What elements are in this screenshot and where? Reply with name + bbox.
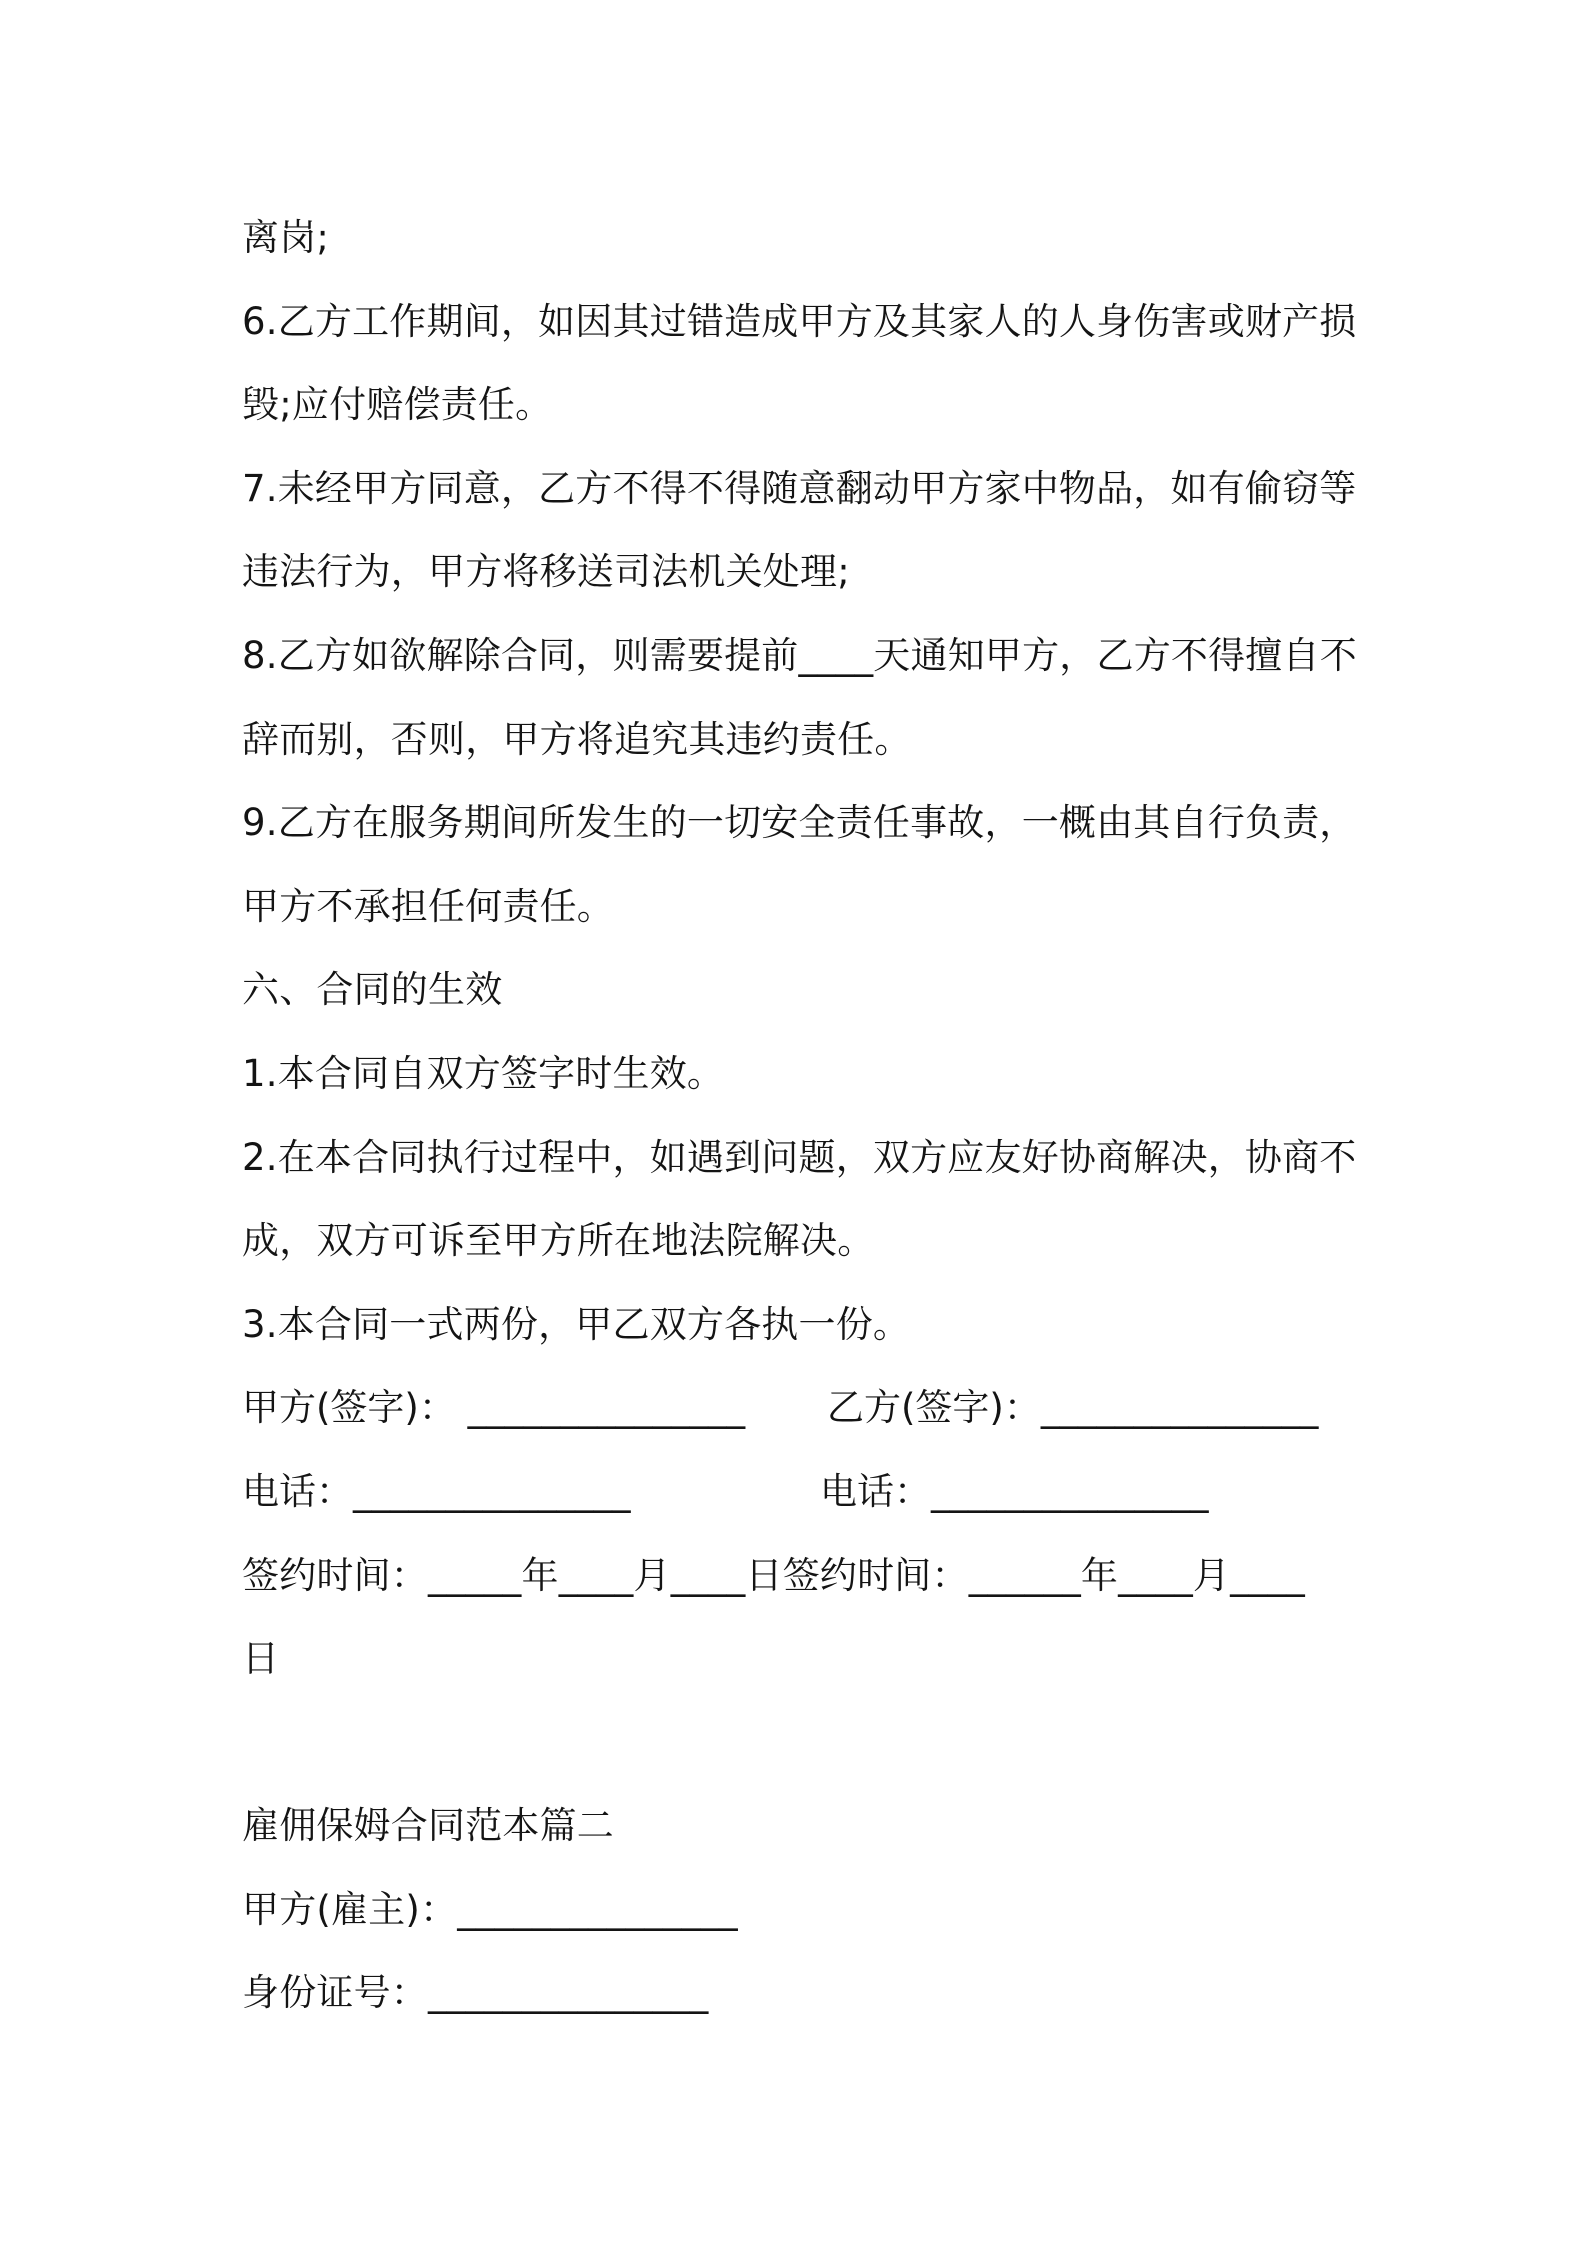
signing-date-line-2: 日 <box>242 1637 280 1681</box>
signature-row <box>242 1366 1362 1450</box>
section-spacer <box>242 1701 1362 1785</box>
clause-5-continuation: 离岗; <box>242 216 330 259</box>
party-a-phone-field: 电话：_______________ <box>242 1469 631 1513</box>
clause-6-line-2: 毁;应付赔偿责任。 <box>242 383 553 427</box>
effect-clause-3: 3.本合同一式两份，甲乙双方各执一份。 <box>242 1302 911 1346</box>
party-b-signature-field: 乙方(签字)：_______________ <box>827 1386 1319 1430</box>
party-b-phone-field: 电话：_______________ <box>820 1469 1209 1513</box>
employer-field: 甲方(雇主)：_______________ <box>242 1887 738 1931</box>
section-two-title: 雇佣保姆合同范本篇二 <box>242 1804 614 1848</box>
effect-clause-2-line-1: 2.在本合同执行过程中，如遇到问题，双方应友好协商解决，协商不 <box>242 1135 1357 1179</box>
effect-clause-2-line-2: 成，双方可诉至甲方所在地法院解决。 <box>242 1219 875 1263</box>
clause-9-line-1: 9.乙方在服务期间所发生的一切安全责任事故，一概由其自行负责， <box>242 801 1357 845</box>
section-6-heading: 六、合同的生效 <box>242 968 503 1012</box>
clause-7-line-2: 违法行为，甲方将移送司法机关处理; <box>242 550 850 594</box>
contract-body <box>242 196 1362 2035</box>
clause-8-line-2: 辞而别，否则，甲方将追究其违约责任。 <box>242 717 912 761</box>
clause-6-line-1: 6.乙方工作期间，如因其过错造成甲方及其家人的人身伤害或财产损 <box>242 299 1357 343</box>
party-a-signature-field: 甲方(签字)： _______________ <box>242 1386 746 1430</box>
signing-date-line-1: 签约时间：_____年____月____日签约时间：______年____月____ <box>242 1553 1305 1597</box>
effect-clause-1: 1.本合同自双方签字时生效。 <box>242 1051 725 1095</box>
clause-7-line-1: 7.未经甲方同意，乙方不得不得随意翻动甲方家中物品，如有偷窃等 <box>242 466 1357 510</box>
clause-8-line-1: 8.乙方如欲解除合同，则需要提前____天通知甲方，乙方不得擅自不 <box>242 633 1357 677</box>
phone-row <box>242 1450 1362 1534</box>
id-number-field: 身份证号：_______________ <box>242 1971 709 2015</box>
clause-9-line-2: 甲方不承担任何责任。 <box>242 884 614 928</box>
